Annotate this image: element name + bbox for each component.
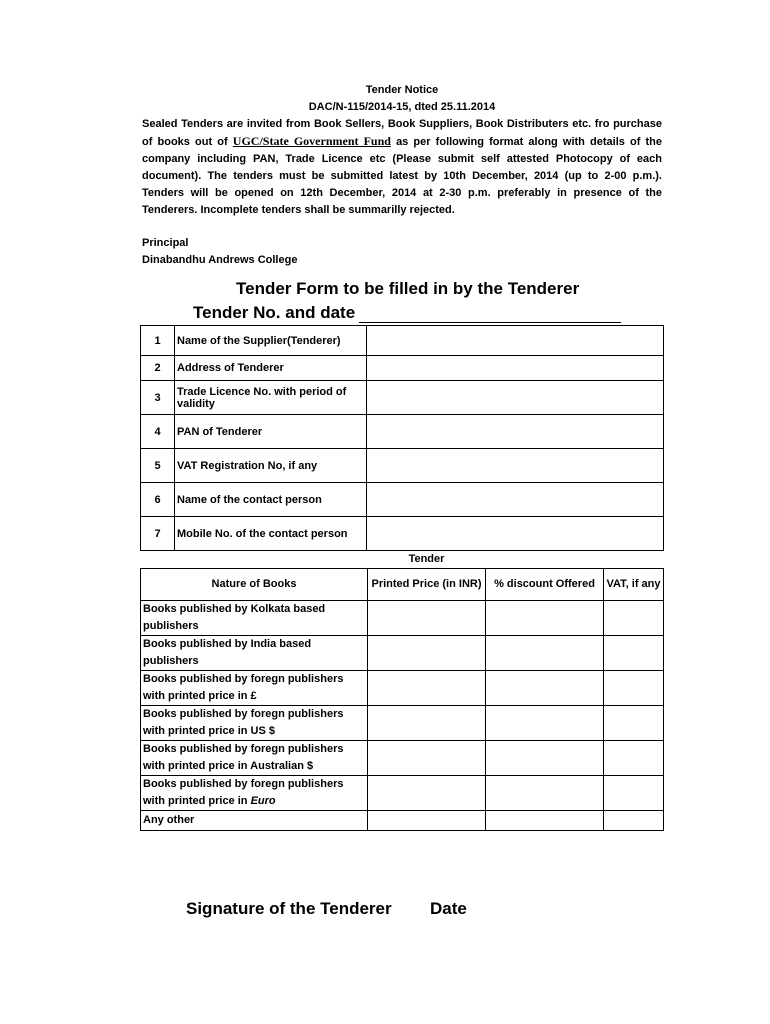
table-row	[141, 517, 664, 551]
answer-cell[interactable]	[367, 381, 664, 415]
issuer-block	[142, 235, 297, 269]
issuer-title: Principal	[142, 237, 189, 249]
answer-cell[interactable]	[367, 415, 664, 449]
table-row	[141, 326, 664, 356]
vat-cell[interactable]	[604, 601, 664, 636]
vat-cell[interactable]	[604, 741, 664, 776]
notice-reference: DAC/N-115/2014-15, dted 25.11.2014	[308, 101, 496, 113]
row-number: 1	[141, 326, 175, 356]
table-row	[141, 483, 664, 517]
notice-body-end: as per following format along with details of the company including PAN, Trade Licence etc (Please submit self attested Photocopy of each document). The tenders must be submitted latest by 10th December, 2014 (up to 2-00 p.m.). Tenders will be opened on 12th December, 2014 at 2-30 p.m. preferably in presence of the Tenderers. Incomplete tenders shall be summarilly rejected.	[142, 136, 663, 216]
row-label: Name of the Supplier(Tenderer)	[175, 326, 367, 356]
date-label: Date	[430, 899, 467, 918]
books-table	[140, 551, 664, 831]
price-cell[interactable]	[368, 636, 486, 671]
tenderer-details-table	[140, 325, 664, 551]
tender-no-label: Tender No. and date	[193, 303, 356, 322]
answer-cell[interactable]	[367, 326, 664, 356]
price-cell[interactable]	[368, 776, 486, 811]
row-number: 3	[141, 381, 175, 415]
tender-no-field[interactable]	[359, 306, 621, 323]
table-row	[141, 601, 664, 636]
book-category: Any other	[141, 811, 368, 831]
book-category: Books published by Kolkata based publishers	[141, 601, 368, 636]
vat-cell[interactable]	[604, 776, 664, 811]
book-category: Books published by India based publishers	[141, 636, 368, 671]
price-cell[interactable]	[368, 601, 486, 636]
tender-notice	[142, 82, 662, 219]
table-row	[141, 415, 664, 449]
price-cell[interactable]	[368, 706, 486, 741]
row-label: VAT Registration No, if any	[175, 449, 367, 483]
row-label: Trade Licence No. with period of validity	[175, 381, 367, 415]
vat-cell[interactable]	[604, 636, 664, 671]
book-category: Books published by foregn publishers with printed price in Australian $	[141, 741, 368, 776]
tender-no-line	[193, 303, 621, 323]
answer-cell[interactable]	[367, 449, 664, 483]
fund-label: UGC/State Government Fund	[232, 134, 391, 148]
price-cell[interactable]	[368, 811, 486, 831]
header-vat: VAT, if any	[604, 569, 664, 601]
notice-heading: Tender Notice	[365, 84, 439, 96]
row-label: Mobile No. of the contact person	[175, 517, 367, 551]
table-row	[141, 449, 664, 483]
form-title: Tender Form to be filled in by the Tenderer	[236, 279, 580, 298]
table-row	[141, 706, 664, 741]
table-row	[141, 636, 664, 671]
price-cell[interactable]	[368, 741, 486, 776]
table-row	[141, 671, 664, 706]
price-cell[interactable]	[368, 671, 486, 706]
issuer-college: Dinabandhu Andrews College	[142, 254, 298, 266]
signature-label: Signature of the Tenderer	[186, 899, 392, 918]
row-number: 5	[141, 449, 175, 483]
book-category-text: Books published by foregn publishers with printed price in	[143, 778, 344, 807]
book-category-currency: Euro	[250, 795, 276, 807]
book-category	[141, 776, 368, 811]
vat-cell[interactable]	[604, 811, 664, 831]
discount-cell[interactable]	[486, 741, 604, 776]
discount-cell[interactable]	[486, 706, 604, 741]
books-header-row	[141, 569, 664, 601]
header-discount: % discount Offered	[486, 569, 604, 601]
discount-cell[interactable]	[486, 671, 604, 706]
table-row	[141, 811, 664, 831]
row-number: 6	[141, 483, 175, 517]
row-number: 4	[141, 415, 175, 449]
row-number: 7	[141, 517, 175, 551]
table-row	[141, 381, 664, 415]
notice-body	[142, 116, 662, 219]
row-label: Address of Tenderer	[175, 356, 367, 381]
answer-cell[interactable]	[367, 517, 664, 551]
book-category: Books published by foregn publishers with printed price in £	[141, 671, 368, 706]
header-nature: Nature of Books	[141, 569, 368, 601]
tender-label: Tender	[408, 553, 445, 565]
discount-cell[interactable]	[486, 636, 604, 671]
answer-cell[interactable]	[367, 356, 664, 381]
discount-cell[interactable]	[486, 601, 604, 636]
discount-cell[interactable]	[486, 776, 604, 811]
row-number: 2	[141, 356, 175, 381]
discount-cell[interactable]	[486, 811, 604, 831]
table-row	[141, 356, 664, 381]
row-label: Name of the contact person	[175, 483, 367, 517]
book-category: Books published by foregn publishers with printed price in US $	[141, 706, 368, 741]
table-row	[141, 776, 664, 811]
notice-body-start: Sealed Tenders are invited from Book Sellers, Book Suppliers, Book Distributers etc. fro purchase of books out of	[142, 118, 662, 148]
answer-cell[interactable]	[367, 483, 664, 517]
row-label: PAN of Tenderer	[175, 415, 367, 449]
header-price: Printed Price (in INR)	[368, 569, 486, 601]
tender-label-row	[141, 551, 664, 569]
vat-cell[interactable]	[604, 706, 664, 741]
table-row	[141, 741, 664, 776]
vat-cell[interactable]	[604, 671, 664, 706]
